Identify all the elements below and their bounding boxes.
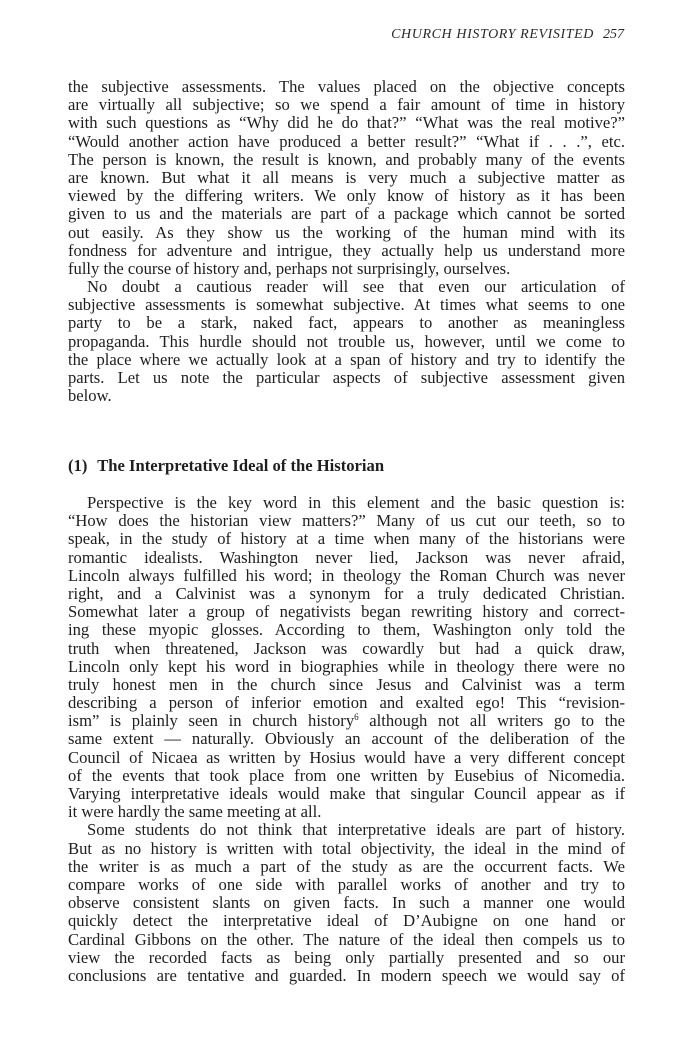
section-heading <box>68 457 384 475</box>
text-line: with such questions as “Why did he do that?” “What was the real motive?” <box>68 113 625 133</box>
paragraph <box>68 494 625 821</box>
text-line: Some students do not think that interpretative ideals are part of history. <box>87 820 625 840</box>
text-line: truly honest men in the church since Jesus and Calvinist was a term <box>68 674 625 694</box>
text-line: ing these myopic glosses. According to them, Washington only told the <box>68 620 625 640</box>
text-line: But as no history is written with total objectivity, the ideal in the mind of <box>68 838 625 858</box>
text-line: party to be a stark, naked fact, appears to another as meaningless <box>68 313 625 333</box>
text-line: propaganda. This hurdle should not trouble us, however, until we come to <box>68 331 625 351</box>
text-line: the writer is as much a part of the study as are the occurrent facts. We <box>68 856 625 876</box>
text-line: right, and a Calvinist was a synonym for a truly dedicated Christian. <box>68 583 625 603</box>
text-line: speak, in the study of history at a time when many of the historians were <box>68 529 625 549</box>
text-line: No doubt a cautious reader will see that even our articulation of <box>87 277 625 297</box>
text-line: fully the course of history and, perhaps not surprisingly, ourselves. <box>68 258 511 278</box>
text-line: Lincoln always fulfilled his word; in theology the Roman Church was never <box>68 565 625 585</box>
text-line: of the events that took place from one written by Eusebius of Nicomedia. <box>68 765 625 785</box>
text-line: below. <box>68 386 112 406</box>
text-line: viewed by the differing writers. We only know of history as it has been <box>68 186 625 206</box>
text-line: view the recorded facts as being only partially presented and so our <box>68 947 625 967</box>
paragraph <box>68 278 625 405</box>
text-line: describing a person of inferior emotion and exalted ego! This “revision- <box>68 693 625 713</box>
text-line: “Would another action have produced a better result?” “What if . . .”, etc. <box>68 131 625 151</box>
paragraph <box>68 821 625 985</box>
text-line: Varying interpretative ideals would make that singular Council appear as if <box>68 784 625 803</box>
text-line: The person is known, the result is known, and probably many of the events <box>68 149 625 169</box>
text-segment: ism” is plainly seen in church history <box>68 711 355 731</box>
text-line: it were hardly the same meeting at all. <box>68 802 322 822</box>
text-line: are virtually all subjective; so we spend a fair amount of time in history <box>68 95 625 115</box>
text-line: Perspective is the key word in this element and the basic question is: <box>87 493 625 512</box>
text-line: romantic idealists. Washington never lied, Jackson was never afraid, <box>68 547 625 567</box>
text-line: subjective assessments is somewhat subjective. At times what seems to one <box>68 295 625 315</box>
intro-text-block <box>68 78 625 405</box>
text-line: parts. Let us note the particular aspects of subjective assessment given <box>68 368 625 387</box>
page-number: 257 <box>603 27 624 42</box>
text-line: the subjective assessments. The values placed on the objective concepts <box>68 77 625 96</box>
running-head <box>391 27 624 43</box>
text-line: conclusions are tentative and guarded. In modern speech we would say of <box>68 965 625 985</box>
text-line: Cardinal Gibbons on the other. The nature of the ideal then compels us to <box>68 929 625 949</box>
text-line: observe consistent slants on given facts. In such a manner one would <box>68 893 625 913</box>
text-line: compare works of one side with parallel works of another and try to <box>68 874 625 894</box>
section-text-block <box>68 494 625 985</box>
text-line: Council of Nicaea as written by Hosius would have a very different concept <box>68 747 625 767</box>
text-line: Somewhat later a group of negativists began rewriting history and correct- <box>68 602 625 622</box>
text-line: quickly detect the interpretative ideal of D’Aubigne on one hand or <box>68 911 625 931</box>
text-line: Lincoln only kept his word in biographies while in theology there were no <box>68 656 625 676</box>
text-segment: although not all writers go to the <box>358 711 625 731</box>
text-line: out easily. As they show us the working of the human mind with its <box>68 222 625 242</box>
text-line: same extent — naturally. Obviously an account of the deliberation of the <box>68 729 625 749</box>
section-number: (1) <box>68 456 88 475</box>
text-line: the place where we actually look at a span of history and try to identify the <box>68 349 625 369</box>
text-line: “How does the historian view matters?” Many of us cut our teeth, so to <box>68 511 625 531</box>
text-line: are known. But what it all means is very much a subjective matter as <box>68 167 625 187</box>
running-head-title: CHURCH HISTORY REVISITED <box>391 27 594 42</box>
section-title: The Interpretative Ideal of the Historian <box>97 456 385 475</box>
paragraph <box>68 78 625 278</box>
text-line: fondness for adventure and intrigue, they actually help us understand more <box>68 240 625 260</box>
footnote-reference[interactable]: 6 <box>354 712 359 723</box>
text-line: truth when threatened, Jackson was cowardly but had a quick draw, <box>68 638 625 658</box>
text-line-with-footnote <box>68 712 625 730</box>
text-line: given to us and the materials are part of a package which cannot be sorted <box>68 204 625 224</box>
